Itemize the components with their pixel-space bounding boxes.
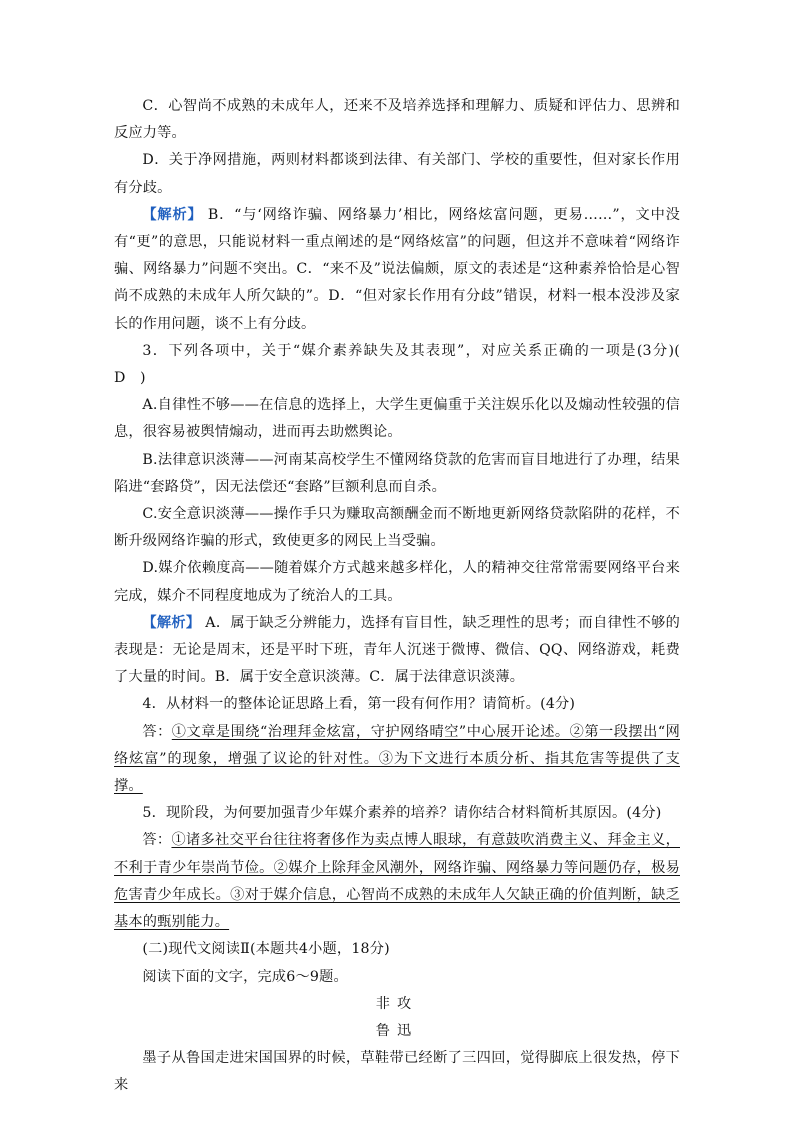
section-instruction: 阅读下面的文字，完成6～9题。 <box>142 968 348 985</box>
q3-option-b: B.法律意识淡薄——河南某高校学生不懂网络贷款的危害而盲目地进行了办理，结果陷进“套路贷”，因无法偿还“套路”巨额利息而自杀。 <box>114 451 680 495</box>
article-first-line: 墨子从鲁国走进宋国国界的时候，草鞋带已经断了三四回，觉得脚底上很发热，停下来 <box>114 1050 680 1094</box>
q3-option-c: C.安全意识淡薄——操作手只为赚取高额酬金而不断地更新网络贷款陷阱的花样，不断升级网络诈骗的形式，致使更多的网民上当受骗。 <box>114 506 680 550</box>
article-title: 非攻 <box>375 995 419 1012</box>
q3-stem: 3．下列各项中，关于“媒介素养缺失及其表现”，对应关系正确的一项是(3分)( D ) <box>114 342 695 387</box>
q5-answer-text: ①诸多社交平台往往将奢侈作为卖点博人眼球，有意鼓吹消费主义、拜金主义，不利于青少年崇尚节俭。②媒介上除拜金风潮外，网络诈骗、网络暴力等问题仍存，极易危害青少年成长。③对于媒介信息，心智尚不成熟的未成年人欠缺正确的价值判断，缺乏基本的甄别能力。 <box>114 832 680 931</box>
document-page <box>114 93 695 1100</box>
q3-option-a: A.自律性不够——在信息的选择上，大学生更偏重于关注娱乐化以及煽动性较强的信息，很容易被舆情煽动，进而再去助燃舆论。 <box>114 397 680 441</box>
section-heading: (二)现代文阅读Ⅱ(本题共4小题，18分) <box>142 941 390 958</box>
analysis-tag: 【解析】 <box>142 206 203 223</box>
q3-analysis-text: A．属于缺乏分辨能力，选择有盲目性，缺乏理性的思考；而自律性不够的表现是：无论是周末，还是平时下班，青年人沉迷于微博、微信、QQ、网络游戏，耗费了大量的时间。B．属于安全意识淡薄。C．属于法律意识淡薄。 <box>114 614 680 686</box>
q5-answer <box>114 827 680 936</box>
article-author: 鲁迅 <box>375 1022 419 1039</box>
q5-stem: 5．现阶段，为何要加强青少年媒介素养的培养？请你结合材料简析其原因。(4分) <box>142 805 662 822</box>
q2-analysis <box>114 202 680 338</box>
q2-analysis-text: B．“与‘网络诈骗、网络暴力’相比，网络炫富问题，更易……”，文中没有“更”的意思，只能说材料一重点阐述的是“网络炫富”的问题，但这并不意味着“网络诈骗、网络暴力”问题不突出。C．“来不及”说法偏颇，原文的表述是“这种素养恰恰是心智尚不成熟的未成年人所欠缺的”。D．“但对家长作用有分歧”错误，材料一根本没涉及家长的作用问题，谈不上有分歧。 <box>114 206 680 332</box>
q3-option-d: D.媒介依赖度高——随着媒介方式越来越多样化，人的精神交往常常需要网络平台来完成，媒介不同程度地成为了统治人的工具。 <box>114 560 680 604</box>
q2-option-c: C．心智尚不成熟的未成年人，还来不及培养选择和理解力、质疑和评估力、思辨和反应力等。 <box>114 98 680 142</box>
q2-option-d: D．关于净网措施，两则材料都谈到法律、有关部门、学校的重要性，但对家长作用有分歧。 <box>114 152 680 196</box>
analysis-tag: 【解析】 <box>142 614 201 631</box>
answer-prefix: 答： <box>142 832 172 849</box>
q3-analysis <box>114 610 680 692</box>
q4-answer-text: ①文章是围绕“治理拜金炫富，守护网络晴空”中心展开论述。②第一段摆出“网络炫富”的现象，增强了议论的针对性。③为下文进行本质分析、指其危害等提供了支撑。 <box>114 723 680 795</box>
q4-stem: 4．从材料一的整体论证思路上看，第一段有何作用？请简析。(4分) <box>142 696 576 713</box>
q4-answer <box>114 719 680 801</box>
answer-prefix: 答： <box>142 723 172 740</box>
